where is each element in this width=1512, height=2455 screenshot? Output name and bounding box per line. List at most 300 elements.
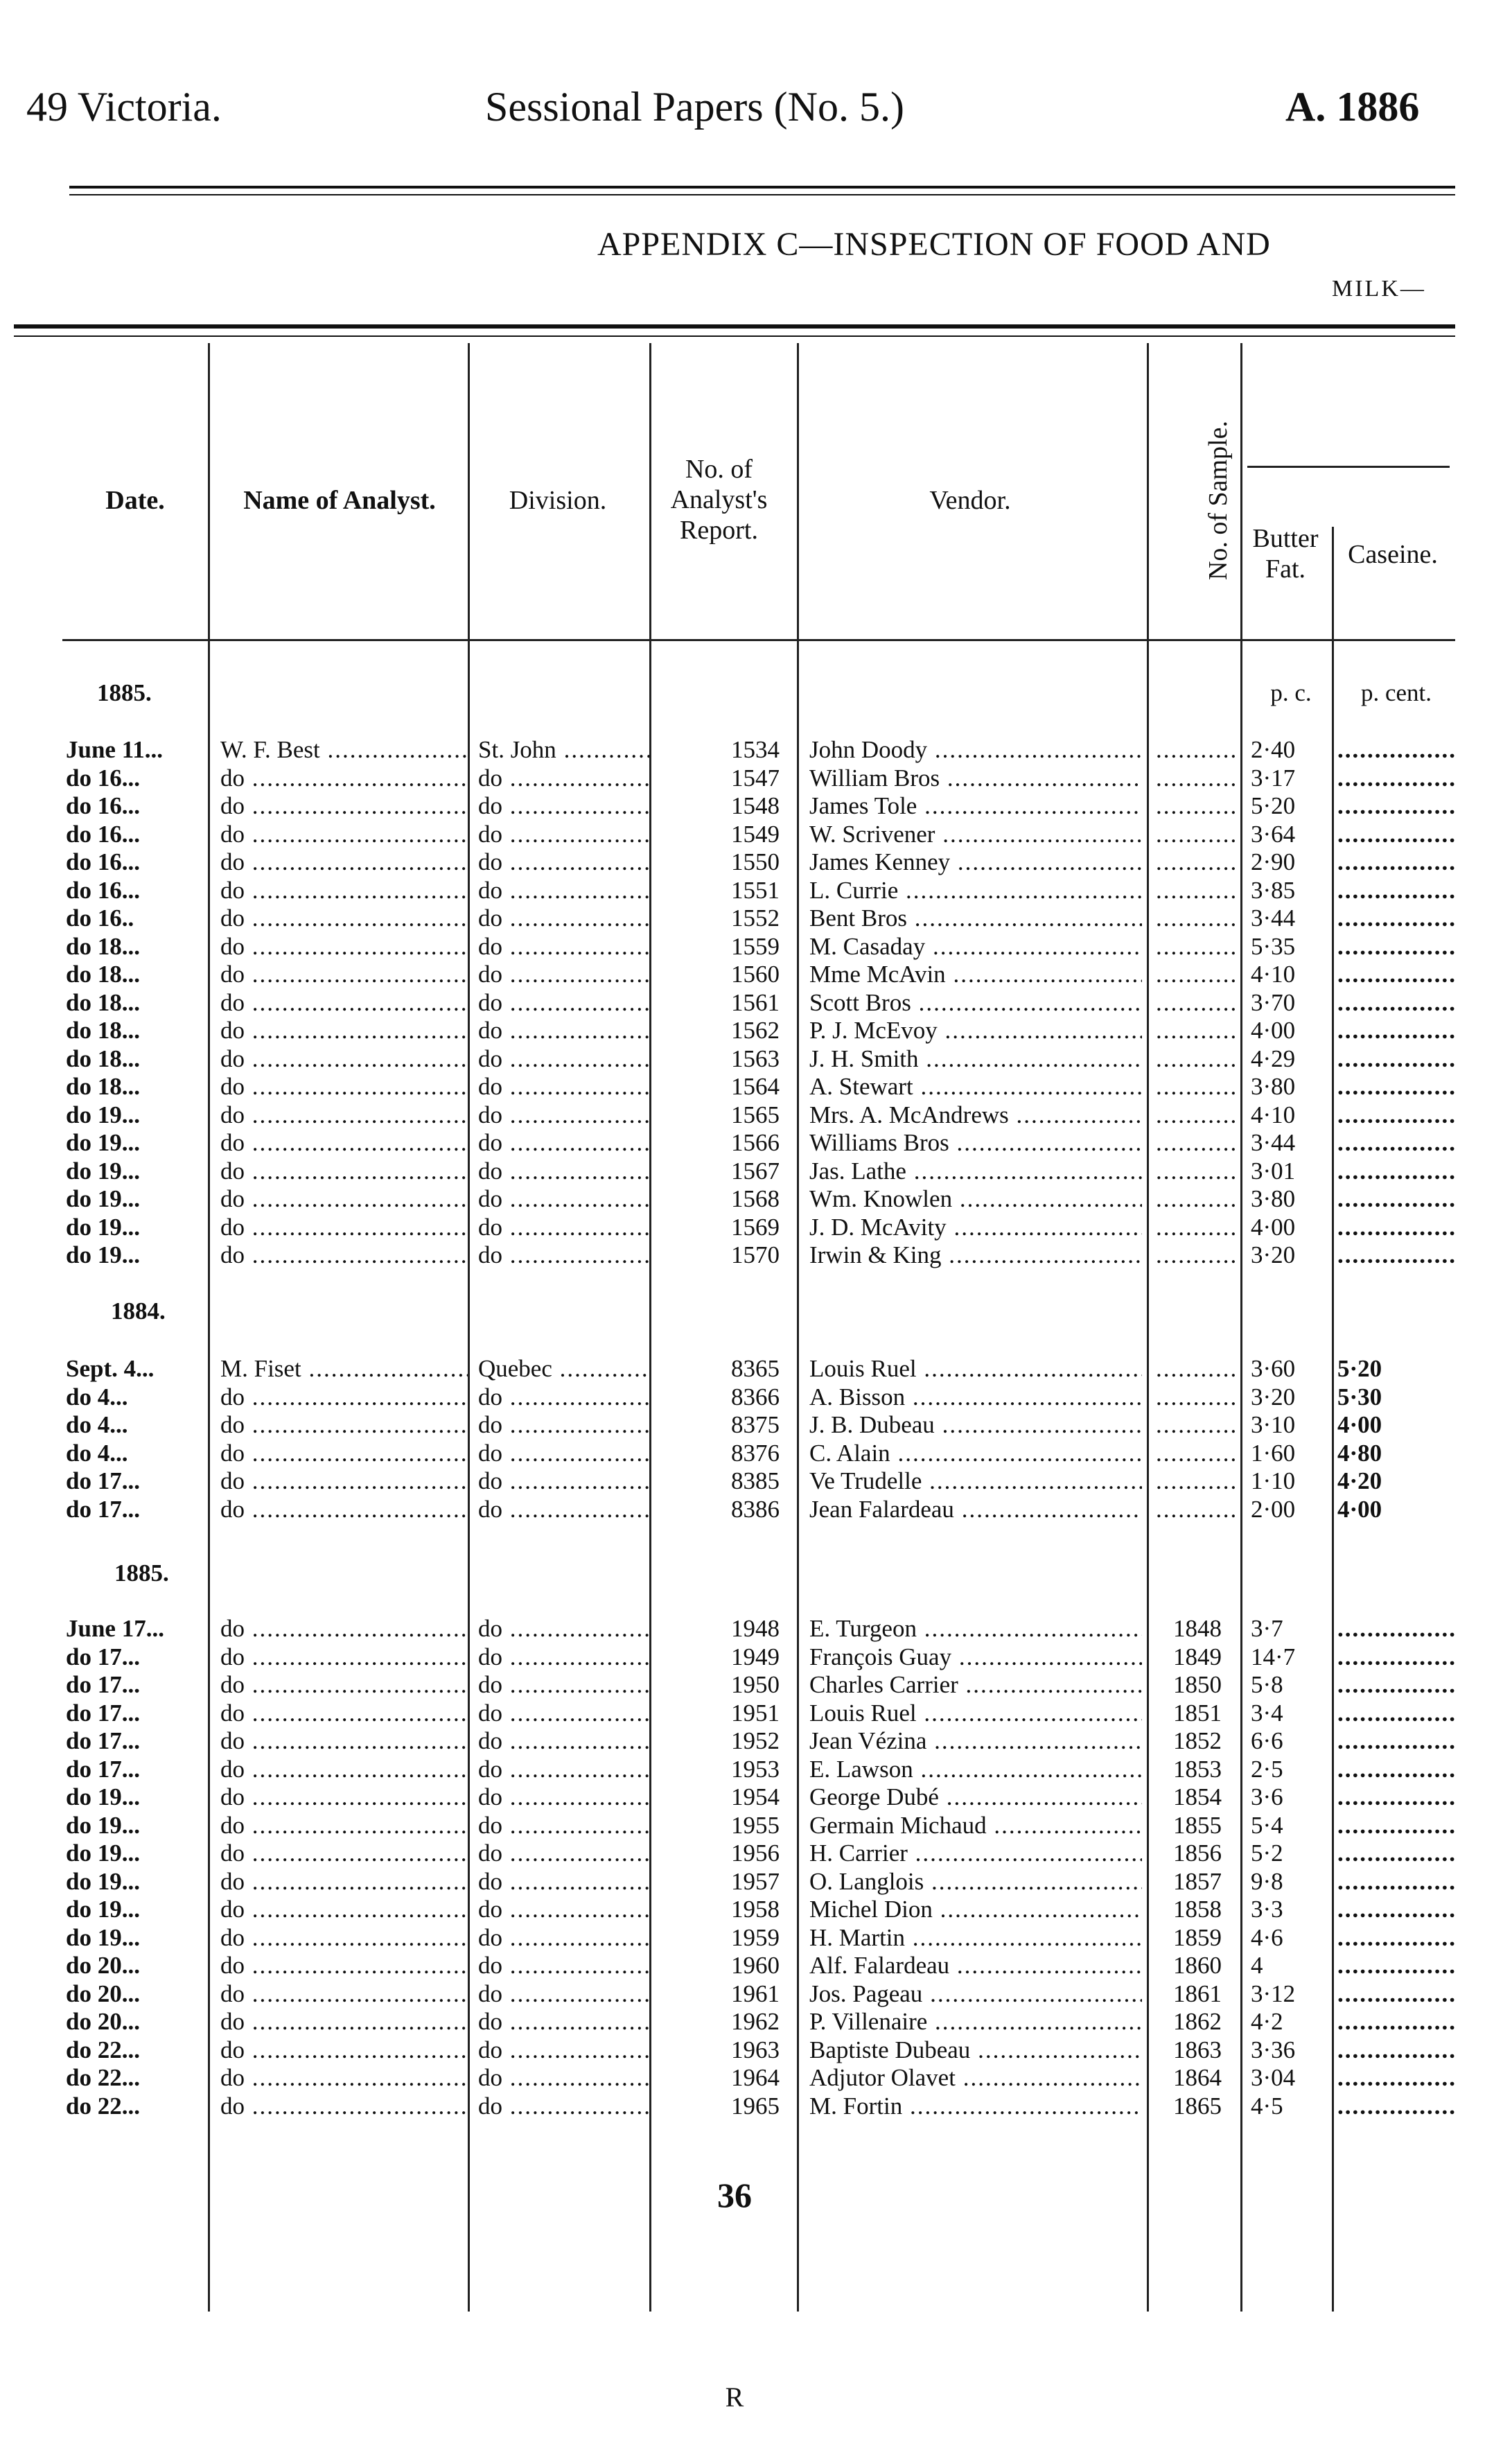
cell-sample: 1848 xyxy=(1173,1615,1222,1642)
cell-vendor: Mme McAvin ..... xyxy=(809,961,1142,988)
cell-date: do 16.. xyxy=(66,905,134,932)
section-year: 1884. xyxy=(111,1298,166,1325)
cell-analyst: do ..... xyxy=(220,1952,470,1980)
cell-analyst: do ..... xyxy=(220,1924,470,1952)
cell-vendor: M. Fortin ..... xyxy=(809,2093,1142,2120)
cell-division: do ..... xyxy=(478,1440,651,1467)
cell-date: do 22... xyxy=(66,2064,140,2091)
cell-vendor: Baptiste Dubeau ..... xyxy=(809,2036,1142,2064)
cell-report: 1952 xyxy=(731,1727,780,1754)
cell-butter: 3·80 xyxy=(1251,1073,1296,1100)
cell-report: 1549 xyxy=(731,820,780,848)
cell-caseine xyxy=(1337,1017,1455,1045)
cell-report: 1568 xyxy=(731,1185,780,1212)
cell-date: do 20... xyxy=(66,2008,140,2035)
cell-analyst: do ..... xyxy=(220,1812,470,1840)
cell-date: do 17... xyxy=(66,1643,140,1670)
cell-date: do 4... xyxy=(66,1439,128,1467)
cell-report: 1563 xyxy=(731,1045,780,1072)
cell-caseine: 4·00 xyxy=(1337,1495,1382,1523)
cell-report: 1564 xyxy=(731,1073,780,1100)
header-session: 49 Victoria. xyxy=(26,84,222,130)
cell-caseine xyxy=(1337,1185,1455,1213)
cell-date: do 19... xyxy=(66,1157,140,1185)
cell-report: 1569 xyxy=(731,1213,780,1241)
cell-caseine xyxy=(1337,1840,1455,1867)
cell-sample xyxy=(1156,1073,1239,1101)
cell-vendor: Germain Michaud ..... xyxy=(809,1812,1142,1840)
cell-butter: 3·20 xyxy=(1251,1383,1296,1410)
section-year: 1885. xyxy=(114,1560,169,1587)
cell-analyst: do ..... xyxy=(220,1440,470,1467)
cell-analyst: do ..... xyxy=(220,1496,470,1523)
cell-butter: 9·8 xyxy=(1251,1867,1283,1895)
cell-analyst: do ..... xyxy=(220,1896,470,1923)
cell-division: do ..... xyxy=(478,1101,651,1129)
cell-caseine xyxy=(1337,792,1455,820)
cell-sample xyxy=(1156,989,1239,1017)
column-rule xyxy=(1147,343,1149,2312)
cell-division: do ..... xyxy=(478,848,651,876)
cell-sample xyxy=(1156,736,1239,764)
cell-caseine: 5·20 xyxy=(1337,1355,1382,1382)
cell-caseine xyxy=(1337,1129,1455,1157)
cell-division: do ..... xyxy=(478,1643,651,1671)
cell-date: do 19... xyxy=(66,1129,140,1156)
cell-date: do 16... xyxy=(66,820,140,848)
cell-date: do 19... xyxy=(66,1923,140,1951)
cell-vendor: A. Stewart ..... xyxy=(809,1073,1142,1101)
cell-report: 1960 xyxy=(731,1952,780,1979)
cell-butter: 3·44 xyxy=(1251,1129,1296,1156)
cell-report: 1562 xyxy=(731,1017,780,1044)
cell-butter: 4·10 xyxy=(1251,1101,1296,1128)
cell-date: do 20... xyxy=(66,1980,140,2007)
cell-date: do 17... xyxy=(66,1755,140,1783)
cell-vendor: Charles Carrier ..... xyxy=(809,1671,1142,1699)
cell-report: 1567 xyxy=(731,1157,780,1185)
cell-sample xyxy=(1156,905,1239,932)
cell-vendor: Louis Ruel ..... xyxy=(809,1700,1142,1727)
cell-report: 1958 xyxy=(731,1896,780,1923)
cell-vendor: Scott Bros ..... xyxy=(809,989,1142,1017)
cell-date: do 17... xyxy=(66,1495,140,1523)
cell-division: do ..... xyxy=(478,961,651,988)
header-year: A. 1886 xyxy=(1285,84,1420,130)
cell-butter: 2·00 xyxy=(1251,1495,1296,1523)
cell-butter: 3·44 xyxy=(1251,905,1296,932)
cell-division: do ..... xyxy=(478,1924,651,1952)
cell-analyst: do ..... xyxy=(220,1129,470,1157)
cell-sample xyxy=(1156,1241,1239,1269)
cell-date: do 18... xyxy=(66,1045,140,1072)
cell-division: do ..... xyxy=(478,1214,651,1241)
cell-report: 1552 xyxy=(731,905,780,932)
cell-sample: 1849 xyxy=(1173,1643,1222,1670)
cell-vendor: James Tole ..... xyxy=(809,792,1142,820)
cell-sample xyxy=(1156,1383,1239,1411)
cell-caseine xyxy=(1337,1101,1455,1129)
cell-date: June 17... xyxy=(66,1615,164,1642)
cell-vendor: M. Casaday ..... xyxy=(809,933,1142,961)
cell-date: do 19... xyxy=(66,1840,140,1867)
cell-sample xyxy=(1156,765,1239,792)
cell-caseine xyxy=(1337,989,1455,1017)
cell-division: do ..... xyxy=(478,1157,651,1185)
cell-sample xyxy=(1156,821,1239,848)
cell-sample xyxy=(1156,1440,1239,1467)
cell-caseine: 4·20 xyxy=(1337,1467,1382,1494)
cell-butter: 4·00 xyxy=(1251,1017,1296,1044)
cell-division: do ..... xyxy=(478,2008,651,2036)
cell-division: do ..... xyxy=(478,1467,651,1495)
cell-butter: 4·2 xyxy=(1251,2008,1283,2035)
cell-vendor: H. Martin ..... xyxy=(809,1924,1142,1952)
cell-report: 1559 xyxy=(731,932,780,960)
column-header-division: Division. xyxy=(509,486,607,515)
cell-vendor: J. H. Smith ..... xyxy=(809,1045,1142,1073)
cell-date: do 17... xyxy=(66,1671,140,1698)
unit-butter: p. c. xyxy=(1270,679,1312,706)
cell-analyst: do ..... xyxy=(220,1783,470,1811)
cell-analyst: do ..... xyxy=(220,989,470,1017)
cell-sample: 1854 xyxy=(1173,1783,1222,1810)
cell-butter: 1·60 xyxy=(1251,1439,1296,1467)
cell-analyst: do ..... xyxy=(220,821,470,848)
cell-vendor: J. D. McAvity ..... xyxy=(809,1214,1142,1241)
cell-sample xyxy=(1156,1355,1239,1383)
cell-butter: 3·7 xyxy=(1251,1615,1283,1642)
cell-report: 8385 xyxy=(731,1467,780,1494)
cell-division: do ..... xyxy=(478,2093,651,2120)
cell-sample: 1857 xyxy=(1173,1867,1222,1895)
cell-butter: 5·20 xyxy=(1251,792,1296,819)
cell-report: 1548 xyxy=(731,792,780,819)
cell-report: 1955 xyxy=(731,1811,780,1839)
cell-date: do 22... xyxy=(66,2092,140,2120)
cell-butter: 4·29 xyxy=(1251,1045,1296,1072)
cell-sample: 1863 xyxy=(1173,2036,1222,2063)
cell-report: 1561 xyxy=(731,988,780,1016)
cell-date: do 16... xyxy=(66,764,140,792)
cell-date: do 16... xyxy=(66,792,140,819)
cell-analyst: do ..... xyxy=(220,1411,470,1439)
column-rule xyxy=(649,343,651,2312)
cell-sample xyxy=(1156,961,1239,988)
header-papers: Sessional Papers (No. 5.) xyxy=(485,84,904,130)
cell-caseine xyxy=(1337,848,1455,876)
cell-sample: 1853 xyxy=(1173,1755,1222,1783)
cell-division: do ..... xyxy=(478,1783,651,1811)
cell-vendor: E. Lawson ..... xyxy=(809,1756,1142,1783)
cell-analyst: do ..... xyxy=(220,1383,470,1411)
cell-butter: 3·70 xyxy=(1251,988,1296,1016)
cell-vendor: H. Carrier ..... xyxy=(809,1840,1142,1867)
cell-division: do ..... xyxy=(478,1896,651,1923)
cell-vendor: Jean Vézina ..... xyxy=(809,1727,1142,1755)
column-rule xyxy=(797,343,799,2312)
cell-analyst: do ..... xyxy=(220,2036,470,2064)
cell-report: 1547 xyxy=(731,764,780,792)
cell-date: do 18... xyxy=(66,932,140,960)
cell-vendor: Bent Bros ..... xyxy=(809,905,1142,932)
page-number: 36 xyxy=(717,2176,752,2214)
cell-date: Sept. 4... xyxy=(66,1355,155,1382)
cell-butter: 3·01 xyxy=(1251,1157,1296,1185)
cell-report: 8366 xyxy=(731,1383,780,1410)
cell-vendor: C. Alain ..... xyxy=(809,1440,1142,1467)
cell-sample xyxy=(1156,1017,1239,1045)
column-header-sample: No. of Sample. xyxy=(1204,420,1233,581)
cell-report: 1965 xyxy=(731,2092,780,2120)
cell-date: do 4... xyxy=(66,1383,128,1410)
cell-analyst: do ..... xyxy=(220,792,470,820)
cell-caseine xyxy=(1337,1924,1455,1952)
cell-butter: 3·80 xyxy=(1251,1185,1296,1212)
cell-caseine xyxy=(1337,1643,1455,1671)
cell-caseine xyxy=(1337,1868,1455,1896)
cell-date: do 19... xyxy=(66,1185,140,1212)
cell-caseine xyxy=(1337,2036,1455,2064)
cell-butter: 3·12 xyxy=(1251,1980,1296,2007)
cell-division: do ..... xyxy=(478,2036,651,2064)
cell-analyst: do ..... xyxy=(220,1643,470,1671)
column-header-butter: Butter Fat. xyxy=(1252,524,1319,584)
cell-vendor: Jean Falardeau ..... xyxy=(809,1496,1142,1523)
cell-butter: 4·6 xyxy=(1251,1923,1283,1951)
cell-caseine xyxy=(1337,1896,1455,1923)
cell-report: 1951 xyxy=(731,1699,780,1727)
cell-division: do ..... xyxy=(478,792,651,820)
cell-analyst: do ..... xyxy=(220,877,470,905)
cell-date: do 19... xyxy=(66,1213,140,1241)
cell-report: 1963 xyxy=(731,2036,780,2063)
cell-sample: 1851 xyxy=(1173,1699,1222,1727)
cell-division: do ..... xyxy=(478,1411,651,1439)
cell-butter: 2·40 xyxy=(1251,736,1296,763)
cell-sample: 1859 xyxy=(1173,1923,1222,1951)
cell-butter: 5·35 xyxy=(1251,932,1296,960)
cell-report: 1957 xyxy=(731,1867,780,1895)
cell-division: St. John ..... xyxy=(478,736,651,764)
cell-division: do ..... xyxy=(478,1812,651,1840)
cell-analyst: do ..... xyxy=(220,1671,470,1699)
cell-sample xyxy=(1156,1045,1239,1073)
cell-caseine xyxy=(1337,1671,1455,1699)
cell-caseine xyxy=(1337,1756,1455,1783)
cell-vendor: Alf. Falardeau ..... xyxy=(809,1952,1142,1980)
cell-division: do ..... xyxy=(478,1980,651,2008)
cell-vendor: Jas. Lathe ..... xyxy=(809,1157,1142,1185)
cell-division: Quebec ..... xyxy=(478,1355,651,1383)
cell-date: do 19... xyxy=(66,1101,140,1128)
cell-vendor: P. J. McEvoy ..... xyxy=(809,1017,1142,1045)
cell-butter: 14·7 xyxy=(1251,1643,1296,1670)
cell-date: do 17... xyxy=(66,1467,140,1494)
cell-caseine xyxy=(1337,1727,1455,1755)
cell-analyst: do ..... xyxy=(220,1868,470,1896)
cell-vendor: Wm. Knowlen ..... xyxy=(809,1185,1142,1213)
signature-mark: R xyxy=(725,2382,744,2413)
cell-caseine xyxy=(1337,961,1455,988)
column-header-caseine: Caseine. xyxy=(1348,540,1438,569)
cell-butter: 3·6 xyxy=(1251,1783,1283,1810)
cell-butter: 3·64 xyxy=(1251,820,1296,848)
cell-report: 8386 xyxy=(731,1495,780,1523)
cell-caseine xyxy=(1337,1241,1455,1269)
cell-butter: 3·10 xyxy=(1251,1411,1296,1438)
cell-caseine xyxy=(1337,2008,1455,2036)
cell-analyst: W. F. Best ..... xyxy=(220,736,470,764)
cell-analyst: do ..... xyxy=(220,1615,470,1643)
cell-report: 1954 xyxy=(731,1783,780,1810)
cell-date: do 19... xyxy=(66,1867,140,1895)
column-rule xyxy=(1240,343,1242,2312)
cell-division: do ..... xyxy=(478,1868,651,1896)
cell-vendor: Louis Ruel ..... xyxy=(809,1355,1142,1383)
column-rule xyxy=(468,343,470,2312)
cell-division: do ..... xyxy=(478,765,651,792)
cell-vendor: Ve Trudelle ..... xyxy=(809,1467,1142,1495)
cell-butter: 2·5 xyxy=(1251,1755,1283,1783)
cell-butter: 3·60 xyxy=(1251,1355,1296,1382)
cell-caseine xyxy=(1337,1812,1455,1840)
cell-analyst: do ..... xyxy=(220,848,470,876)
cell-division: do ..... xyxy=(478,1073,651,1101)
cell-sample: 1860 xyxy=(1173,1952,1222,1979)
cell-division: do ..... xyxy=(478,989,651,1017)
cell-analyst: do ..... xyxy=(220,1185,470,1213)
cell-report: 1570 xyxy=(731,1241,780,1268)
cell-sample xyxy=(1156,1101,1239,1129)
cell-analyst: do ..... xyxy=(220,1157,470,1185)
cell-vendor: E. Turgeon ..... xyxy=(809,1615,1142,1643)
cell-caseine xyxy=(1337,1700,1455,1727)
cell-division: do ..... xyxy=(478,877,651,905)
cell-butter: 3·85 xyxy=(1251,876,1296,904)
cell-caseine xyxy=(1337,877,1455,905)
cell-butter: 4 xyxy=(1251,1952,1263,1979)
cell-caseine xyxy=(1337,905,1455,932)
cell-analyst: do ..... xyxy=(220,933,470,961)
cell-division: do ..... xyxy=(478,1671,651,1699)
cell-sample xyxy=(1156,1214,1239,1241)
cell-division: do ..... xyxy=(478,1045,651,1073)
cell-sample: 1864 xyxy=(1173,2064,1222,2091)
cell-caseine xyxy=(1337,2093,1455,2120)
cell-analyst: do ..... xyxy=(220,1727,470,1755)
cell-date: do 19... xyxy=(66,1811,140,1839)
cell-sample: 1861 xyxy=(1173,1980,1222,2007)
cell-butter: 6·6 xyxy=(1251,1727,1283,1754)
cell-report: 1551 xyxy=(731,876,780,904)
cell-date: do 18... xyxy=(66,1073,140,1100)
cell-analyst: do ..... xyxy=(220,1241,470,1269)
cell-caseine xyxy=(1337,1214,1455,1241)
cell-butter: 4·5 xyxy=(1251,2092,1283,2120)
cell-butter: 4·00 xyxy=(1251,1213,1296,1241)
cell-analyst: M. Fiset ..... xyxy=(220,1355,470,1383)
cell-vendor: George Dubé ..... xyxy=(809,1783,1142,1811)
cell-sample xyxy=(1156,1185,1239,1213)
cell-date: June 11... xyxy=(66,736,164,763)
cell-caseine xyxy=(1337,1980,1455,2008)
cell-caseine xyxy=(1337,765,1455,792)
cell-date: do 22... xyxy=(66,2036,140,2063)
cell-report: 1961 xyxy=(731,1980,780,2007)
cell-butter: 5·2 xyxy=(1251,1840,1283,1867)
cell-vendor: J. B. Dubeau ..... xyxy=(809,1411,1142,1439)
cell-sample xyxy=(1156,1129,1239,1157)
section-year: 1885. xyxy=(97,679,152,706)
cell-report: 1565 xyxy=(731,1101,780,1128)
cell-division: do ..... xyxy=(478,1383,651,1411)
cell-report: 1950 xyxy=(731,1671,780,1698)
cell-sample xyxy=(1156,1157,1239,1185)
cell-date: do 19... xyxy=(66,1241,140,1268)
cell-sample xyxy=(1156,848,1239,876)
column-rule xyxy=(1332,527,1334,2312)
column-header-date: Date. xyxy=(105,486,165,515)
cell-sample: 1855 xyxy=(1173,1811,1222,1839)
column-header-vendor: Vendor. xyxy=(929,486,1011,515)
cell-vendor: Michel Dion ..... xyxy=(809,1896,1142,1923)
cell-analyst: do ..... xyxy=(220,1101,470,1129)
cell-report: 1550 xyxy=(731,848,780,875)
cell-division: do ..... xyxy=(478,1840,651,1867)
cell-vendor: O. Langlois ..... xyxy=(809,1868,1142,1896)
cell-date: do 16... xyxy=(66,876,140,904)
cell-analyst: do ..... xyxy=(220,1214,470,1241)
cell-date: do 20... xyxy=(66,1952,140,1979)
cell-report: 1959 xyxy=(731,1923,780,1951)
cell-caseine xyxy=(1337,1157,1455,1185)
cell-report: 1534 xyxy=(731,736,780,763)
cell-division: do ..... xyxy=(478,1952,651,1980)
cell-caseine xyxy=(1337,1783,1455,1811)
cell-date: do 18... xyxy=(66,988,140,1016)
cell-analyst: do ..... xyxy=(220,961,470,988)
cell-division: do ..... xyxy=(478,933,651,961)
cell-date: do 17... xyxy=(66,1727,140,1754)
cell-sample xyxy=(1156,1496,1239,1523)
cell-date: do 18... xyxy=(66,961,140,988)
cell-caseine: 4·80 xyxy=(1337,1439,1382,1467)
cell-analyst: do ..... xyxy=(220,1980,470,2008)
cell-analyst: do ..... xyxy=(220,2093,470,2120)
cell-butter: 3·36 xyxy=(1251,2036,1296,2063)
cell-butter: 3·17 xyxy=(1251,764,1296,792)
cell-report: 1566 xyxy=(731,1129,780,1156)
cell-analyst: do ..... xyxy=(220,2008,470,2036)
cell-analyst: do ..... xyxy=(220,765,470,792)
cell-date: do 17... xyxy=(66,1699,140,1727)
cell-vendor: P. Villenaire ..... xyxy=(809,2008,1142,2036)
cell-sample: 1865 xyxy=(1173,2092,1222,2120)
cell-analyst: do ..... xyxy=(220,1045,470,1073)
cell-report: 1964 xyxy=(731,2064,780,2091)
cell-sample: 1856 xyxy=(1173,1840,1222,1867)
cell-division: do ..... xyxy=(478,1615,651,1643)
cell-division: do ..... xyxy=(478,1727,651,1755)
cell-report: 1560 xyxy=(731,961,780,988)
cell-sample: 1852 xyxy=(1173,1727,1222,1754)
cell-vendor: W. Scrivener ..... xyxy=(809,821,1142,848)
cell-division: do ..... xyxy=(478,821,651,848)
cell-vendor: John Doody ..... xyxy=(809,736,1142,764)
cell-caseine xyxy=(1337,1615,1455,1643)
cell-sample: 1862 xyxy=(1173,2008,1222,2035)
